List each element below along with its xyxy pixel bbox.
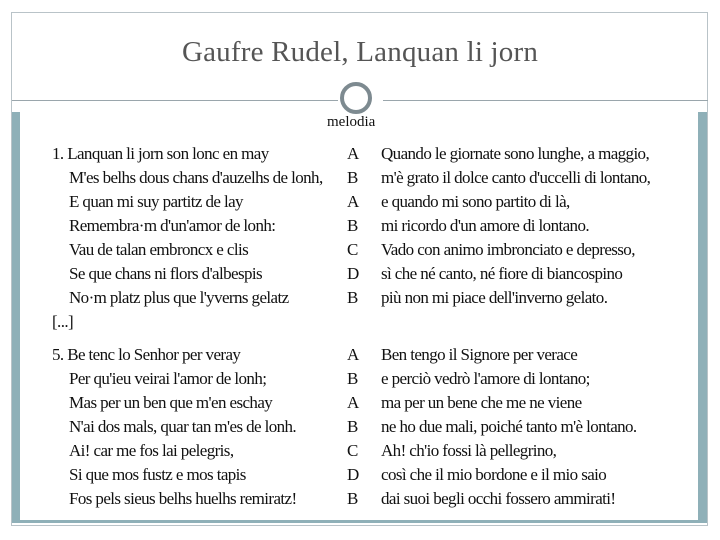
melody-letter: C (347, 240, 359, 259)
lyric-row (20, 288, 698, 312)
title-divider-right (383, 100, 708, 101)
melody-letter: D (347, 264, 360, 283)
melody-letter: A (347, 393, 360, 412)
lyric-row (20, 216, 698, 240)
lyric-row (20, 312, 698, 336)
lyric-row (20, 393, 698, 417)
slide-title: Gaufre Rudel, Lanquan li jorn (181, 36, 539, 68)
occitan-verse: Mas per un ben que m'en eschay (69, 393, 273, 412)
occitan-verse: No·m platz plus que l'yverns gelatz (69, 288, 289, 307)
melody-letter: A (347, 144, 360, 163)
italian-translation: mi ricordo d'un amore di lontano. (381, 216, 589, 235)
scanned-text-image (20, 112, 698, 520)
melody-letter: B (347, 168, 359, 187)
lyric-row (20, 192, 698, 216)
italian-translation: Quando le giornate sono lunghe, a maggio, (381, 144, 650, 163)
scan-border-left (12, 112, 20, 520)
occitan-verse: Si que mos fustz e mos tapis (69, 465, 246, 484)
melody-letter: B (347, 417, 359, 436)
scan-border-right (698, 112, 707, 520)
lyric-row (20, 441, 698, 465)
melody-letter: A (347, 192, 360, 211)
occitan-verse: [...] (52, 312, 74, 331)
lyric-row (20, 369, 698, 393)
melody-letter: B (347, 288, 359, 307)
occitan-verse: Vau de talan embroncx e clis (69, 240, 249, 259)
melody-column-header: melodia (327, 114, 376, 130)
melody-letter: A (347, 345, 360, 364)
occitan-verse: Se que chans ni flors d'albespis (69, 264, 263, 283)
italian-translation: ne ho due mali, poiché tanto m'è lontano. (381, 417, 637, 436)
melody-letter: C (347, 441, 359, 460)
occitan-verse: 1. Lanquan li jorn son lonc en may (52, 144, 269, 163)
occitan-verse: E quan mi suy partitz de lay (69, 192, 243, 211)
melody-letter: B (347, 489, 359, 508)
lyric-row (20, 465, 698, 489)
occitan-verse: M'es belhs dous chans d'auzelhs de lonh, (69, 168, 323, 187)
italian-translation: e perciò vedrò l'amore di lontano; (381, 369, 590, 388)
melody-letter: B (347, 369, 359, 388)
italian-translation: più non mi piace dell'inverno gelato. (381, 288, 608, 307)
lyric-row (20, 345, 698, 369)
italian-translation: sì che né canto, né fiore di biancospino (381, 264, 623, 283)
lyric-row (20, 417, 698, 441)
divider-ring-ornament (340, 82, 372, 114)
italian-translation: così che il mio bordone e il mio saio (381, 465, 607, 484)
lyric-row (20, 168, 698, 192)
italian-translation: Vado con animo imbronciato e depresso, (381, 240, 635, 259)
italian-translation: ma per un bene che me ne viene (381, 393, 582, 412)
italian-translation: e quando mi sono partito di là, (381, 192, 570, 211)
italian-translation: m'è grato il dolce canto d'uccelli di lontano, (381, 168, 651, 187)
lyric-row (20, 489, 698, 513)
occitan-verse: 5. Be tenc lo Senhor per veray (52, 345, 241, 364)
italian-translation: dai suoi begli occhi fossero ammirati! (381, 489, 616, 508)
occitan-verse: Per qu'ieu veirai l'amor de lonh; (69, 369, 267, 388)
lyric-row (20, 144, 698, 168)
lyric-row (20, 240, 698, 264)
italian-translation: Ben tengo il Signore per verace (381, 345, 578, 364)
occitan-verse: Remembra·m d'un'amor de lonh: (69, 216, 276, 235)
melody-letter: D (347, 465, 360, 484)
occitan-verse: Ai! car me fos lai pelegris, (69, 441, 234, 460)
lyric-row (20, 264, 698, 288)
occitan-verse: N'ai dos mals, quar tan m'es de lonh. (69, 417, 297, 436)
melody-letter: B (347, 216, 359, 235)
title-divider-left (12, 100, 338, 101)
italian-translation: Ah! ch'io fossi là pellegrino, (381, 441, 557, 460)
occitan-verse: Fos pels sieus belhs huelhs remiratz! (69, 489, 297, 508)
